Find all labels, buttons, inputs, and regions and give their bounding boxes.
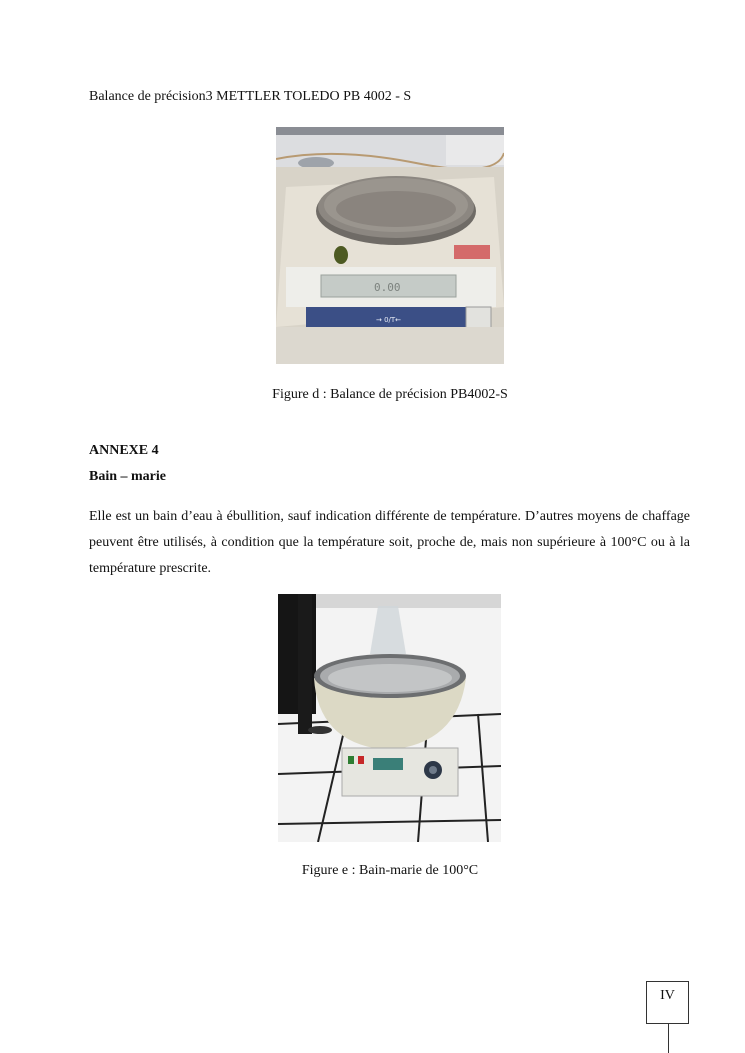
page-number-tick bbox=[668, 1024, 669, 1053]
water-bath-photo bbox=[278, 594, 501, 842]
annex-title: ANNEXE 4 bbox=[89, 443, 159, 458]
balance-display-readout: 0.00 bbox=[374, 281, 401, 294]
annex-paragraph: Elle est un bain d’eau à ébullition, sauf indication différente de température. D’autres moyens de chaffage peuvent être utilisés, à condition que la température soit, proche de, mais non supérieure à 100°C ou à la température prescrite. bbox=[89, 509, 690, 576]
header-line: Balance de précision3 METTLER TOLEDO PB 4002 - S bbox=[89, 89, 412, 104]
figure-e-caption: Figure e : Bain-marie de 100°C bbox=[301, 863, 479, 878]
annex-subtitle: Bain – marie bbox=[89, 469, 166, 484]
page-number: IV bbox=[660, 988, 675, 1003]
page-number-box bbox=[646, 981, 689, 1024]
precision-balance-photo bbox=[276, 127, 504, 364]
tare-key-label: → 0/T← bbox=[376, 316, 402, 324]
figure-d-caption: Figure d : Balance de précision PB4002-S bbox=[272, 387, 508, 402]
